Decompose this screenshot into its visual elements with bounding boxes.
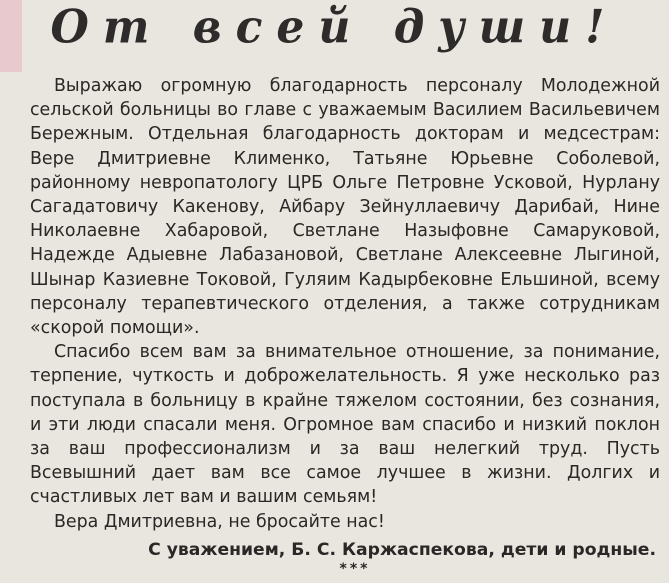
article-title: От всей души! [50,0,619,55]
signature: С уважением, Б. С. Каржаспекова, дети и родные. [148,539,656,560]
closing-line: Вера Дмитриевна, не бросайте нас! [54,511,385,532]
article-header [0,0,669,72]
article-body [30,74,660,576]
paragraph-thanks: Спасибо всем вам за внимательное отношение, за понимание, терпение, чуткость и доброжелательность. Я уже несколько раз поступала в больницу в крайне тяжелом состоянии, без сознания, и эти люди спасали меня. Огромное вам спасибо и низкий поклон за ваш профессионализм и за ваш нелегкий труд. Пусть Всевышний дает вам все самое лучшее в жизни. Долгих и счастливых лет вам и вашим семьям! [30,342,660,508]
separator-stars: *** [339,561,371,578]
paragraph-gratitude: Выражаю огромную благодарность персоналу Молодежной сельской больницы во главе с уважаемым Василием Васильевичем Бережным. Отдельная благодарность докторам и медсестрам: Вере Дмитриевне Клименко, Татьяне Юрьевне Соболевой, районному невропатологу ЦРБ Ольге Петровне Усковой, Нурлану Сагадатовичу Какенову, Айбару Зейнуллаевичу Дарибай, Нине Николаевне Хабаровой, Светлане Назыфовне Самаруковой, Надежде Адыевне Лабазановой, Светлане Алексеевне Лыгиной, Шынар Казиевне Токовой, Гуляим Кадырбековне Ельшиной, всему персоналу терапевтического отделения, а также сотрудникам «скорой помощи». [30,76,660,339]
